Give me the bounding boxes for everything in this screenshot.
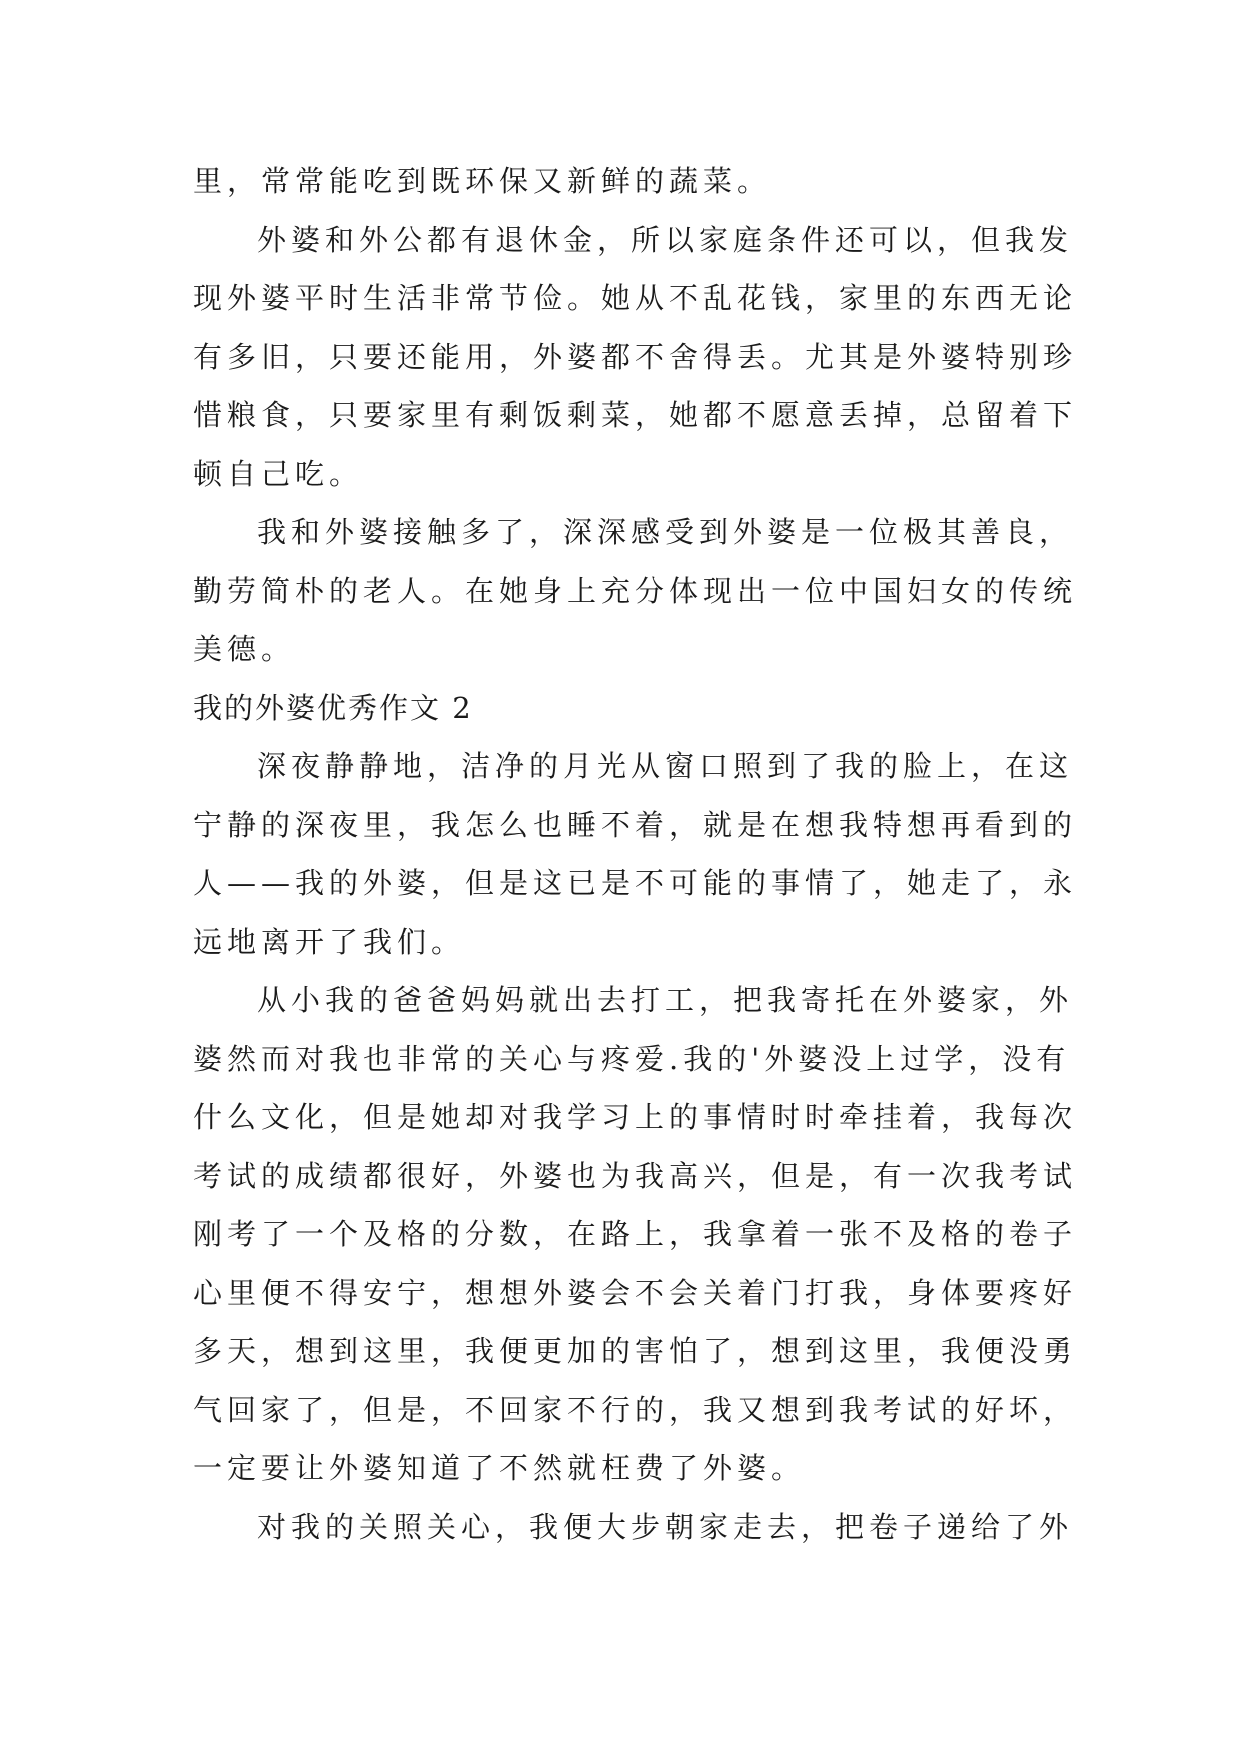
text-line: 刚考了一个及格的分数，在路上，我拿着一张不及格的卷子 [193, 1217, 1078, 1251]
text-line: 考试的成绩都很好，外婆也为我高兴，但是，有一次我考试 [193, 1158, 1078, 1193]
text-line: 美德。 [193, 632, 296, 666]
text-line: 多天，想到这里，我便更加的害怕了，想到这里，我便没勇 [193, 1334, 1078, 1368]
paragraph-childhood [193, 971, 1078, 1498]
paragraph-continued [193, 152, 1058, 211]
text-line: 深夜静静地，洁净的月光从窗口照到了我的脸上，在这 [257, 749, 1074, 783]
essay-body [193, 152, 1078, 1556]
text-line: 顿自己吃。 [193, 456, 364, 491]
text-line: 里，常常能吃到既环保又新鲜的蔬菜。 [193, 164, 772, 198]
text-line: 远地离开了我们。 [193, 924, 466, 959]
paragraph-night [193, 737, 1078, 971]
text-line: 气回家了，但是，不回家不行的，我又想到我考试的好坏， [193, 1392, 1078, 1427]
essay-heading [193, 679, 1058, 738]
text-line: 现外婆平时生活非常节俭。她从不乱花钱，家里的东西无论 [193, 281, 1078, 315]
text-line: 什么文化，但是她却对我学习上的事情时时牵挂着，我每次 [193, 1100, 1078, 1134]
text-line: 有多旧，只要还能用，外婆都不舍得丢。尤其是外婆特别珍 [193, 339, 1078, 374]
text-line: 外婆和外公都有退休金，所以家庭条件还可以，但我发 [257, 222, 1074, 257]
text-line: 人——我的外婆，但是这已是不可能的事情了，她走了，永 [193, 866, 1078, 900]
text-line: 一定要让外婆知道了不然就枉费了外婆。 [193, 1451, 806, 1485]
section-title: 我的外婆优秀作文 2 [193, 690, 473, 725]
text-line: 我和外婆接触多了，深深感受到外婆是一位极其善良， [257, 515, 1074, 549]
text-line: 惜粮食，只要家里有剩饭剩菜，她都不愿意丢掉，总留着下 [193, 398, 1078, 432]
paragraph-walk-home [193, 1498, 1074, 1557]
paragraph-kindness [193, 503, 1078, 679]
text-line: 勤劳简朴的老人。在她身上充分体现出一位中国妇女的传统 [193, 573, 1078, 608]
text-line: 对我的关照关心，我便大步朝家走去，把卷子递给了外 [257, 1509, 1074, 1544]
text-line: 婆然而对我也非常的关心与疼爱.我的'外婆没上过学，没有 [193, 1041, 1071, 1076]
paragraph-retirement [193, 211, 1078, 504]
text-line: 从小我的爸爸妈妈就出去打工，把我寄托在外婆家，外 [257, 983, 1074, 1017]
text-line: 宁静的深夜里，我怎么也睡不着，就是在想我特想再看到的 [193, 807, 1078, 842]
text-line: 心里便不得安宁，想想外婆会不会关着门打我，身体要疼好 [193, 1275, 1078, 1310]
